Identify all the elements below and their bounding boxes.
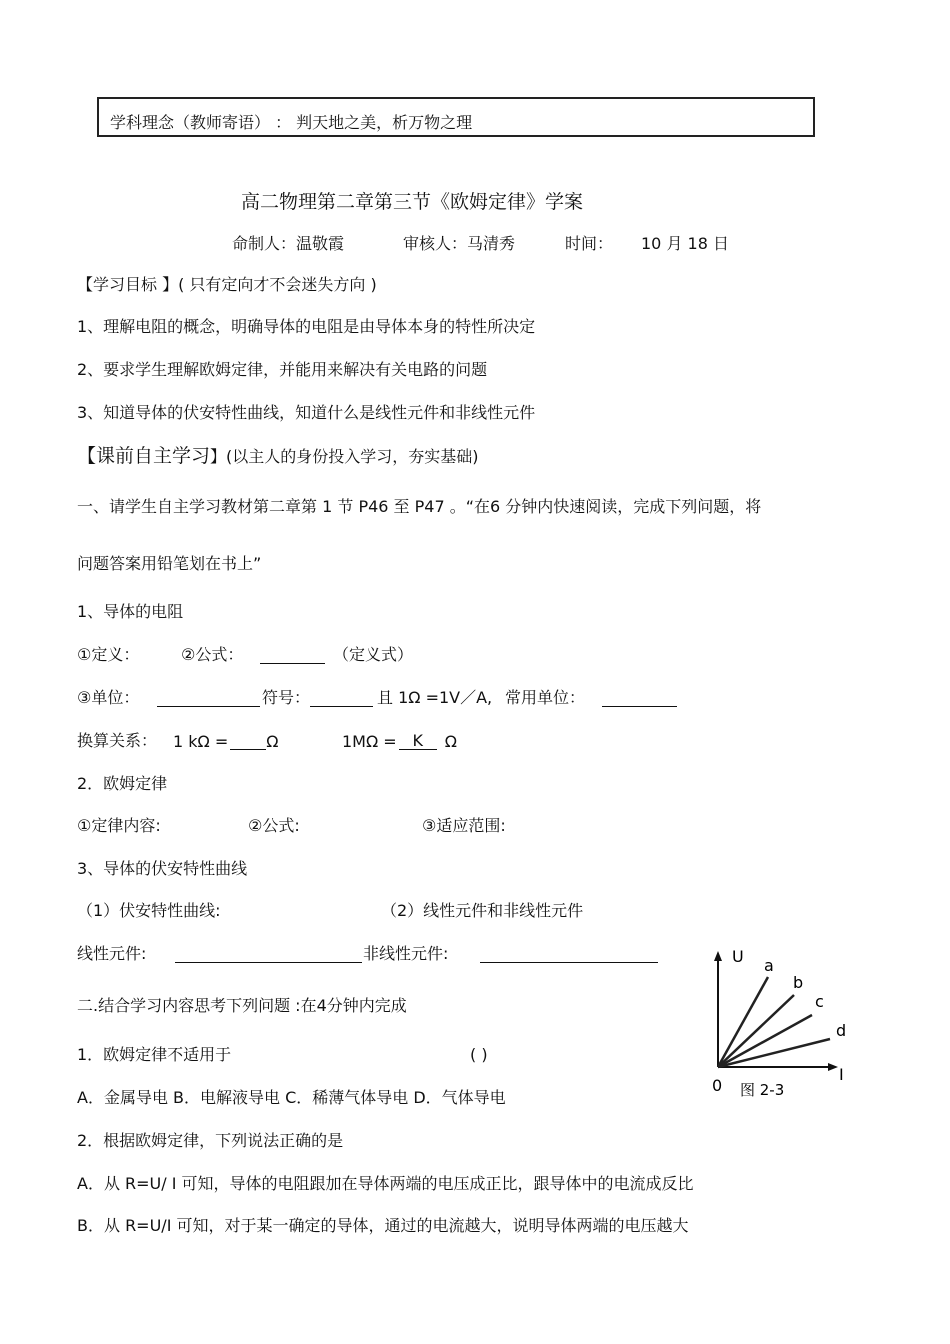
common-unit-label: 常用单位： bbox=[505, 688, 586, 707]
motto-text: 学科理念（教师寄语） ： 判天地之美，析万物之理 bbox=[110, 113, 473, 132]
goal-item: 3、知道导体的伏安特性曲线，知道什么是线性元件和非线性元件 bbox=[77, 403, 536, 422]
i-axis-arrow-icon bbox=[828, 1063, 838, 1071]
question-1: 1．欧姆定律不适用于 bbox=[77, 1045, 232, 1064]
line-d bbox=[718, 1039, 830, 1067]
question-2-option-a: A．从 R=U/ I 可知，导体的电阻跟加在导体两端的电压成正比，跟导体中的电流成反比 bbox=[77, 1174, 694, 1193]
conversion-m bbox=[342, 733, 457, 750]
date: 10 月 18 日 bbox=[641, 234, 729, 253]
linear-element-blank[interactable] bbox=[175, 946, 362, 963]
law-content-label: ①定律内容: bbox=[77, 816, 161, 835]
common-unit-blank[interactable] bbox=[602, 690, 677, 707]
self-study-heading-note: 】(以主人的身份投入学习，夯实基础) bbox=[210, 447, 479, 466]
formula-label: ②公式： bbox=[181, 645, 244, 664]
goal-item: 2、要求学生理解欧姆定律，并能用来解决有关电路的问题 bbox=[77, 360, 488, 379]
u-axis-arrow-icon bbox=[714, 951, 722, 961]
section-resistance-title: 1、导体的电阻 bbox=[77, 602, 184, 621]
part2-heading: 二.结合学习内容思考下列问题 :在4分钟内完成 bbox=[77, 996, 407, 1015]
unit-blank[interactable] bbox=[157, 690, 260, 707]
nonlinear-element-blank[interactable] bbox=[480, 946, 658, 963]
line-d-label: d bbox=[836, 1021, 847, 1040]
linear-types-label: （2）线性元件和非线性元件 bbox=[381, 901, 584, 920]
conversion-m-unit: Ω bbox=[444, 732, 457, 751]
self-study-heading bbox=[77, 447, 479, 466]
goal-item: 1、理解电阻的概念，明确导体的电阻是由导体本身的特性所决定 bbox=[77, 317, 536, 336]
unit-label: ③单位： bbox=[77, 688, 140, 707]
conversion-k-blank[interactable] bbox=[230, 733, 266, 750]
reviewer: 审核人：马清秀 bbox=[403, 234, 516, 253]
unit-relation: 且 1Ω =1V／A, bbox=[377, 688, 493, 707]
line-a-label: a bbox=[764, 956, 774, 975]
formula-blank[interactable] bbox=[260, 647, 325, 664]
line-b-label: b bbox=[793, 973, 804, 992]
law-formula-label: ②公式: bbox=[248, 816, 300, 835]
page-title: 高二物理第二章第三节《欧姆定律》学案 bbox=[241, 191, 584, 213]
part1-instruction: 一、请学生自主学习教材第二章第 1 节 P46 至 P47 。“在6 分钟内快速阅读，完成下列问题，将 bbox=[77, 497, 762, 516]
conversion-m-answer: K bbox=[399, 733, 437, 750]
section-ohm-title: 2．欧姆定律 bbox=[77, 774, 168, 793]
definition-label: ①定义： bbox=[77, 645, 140, 664]
author: 命制人：温敬霞 bbox=[232, 234, 345, 253]
nonlinear-element-label: 非线性元件: bbox=[363, 944, 449, 963]
question-1-answer-paren: ( ) bbox=[470, 1045, 488, 1064]
section-iv-curve-title: 3、导体的伏安特性曲线 bbox=[77, 859, 248, 878]
question-2-option-b: B．从 R=U/I 可知，对于某一确定的导体，通过的电流越大，说明导体两端的电压越大 bbox=[77, 1216, 689, 1235]
iv-figure bbox=[700, 945, 860, 1105]
question-1-options: A．金属导电 B．电解液导电 C．稀薄气体导电 D．气体导电 bbox=[77, 1088, 506, 1107]
law-scope-label: ③适应范围: bbox=[422, 816, 506, 835]
figure-caption: 图 2-3 bbox=[740, 1081, 785, 1099]
conversion-k bbox=[173, 733, 278, 750]
conversion-label: 换算关系： bbox=[77, 731, 158, 750]
part1-instruction-cont: 问题答案用铅笔划在书上” bbox=[77, 554, 262, 573]
symbol-label: 符号： bbox=[262, 688, 311, 707]
u-axis-label: U bbox=[732, 947, 744, 966]
question-2: 2．根据欧姆定律，下列说法正确的是 bbox=[77, 1131, 344, 1150]
iv-curve-label: （1）伏安特性曲线: bbox=[77, 901, 221, 920]
formula-note: （定义式） bbox=[333, 645, 414, 664]
conversion-m-prefix: 1MΩ = bbox=[342, 732, 397, 751]
symbol-blank[interactable] bbox=[310, 690, 373, 707]
conversion-k-prefix: 1 kΩ = bbox=[173, 732, 229, 751]
i-axis-label: I bbox=[839, 1065, 844, 1084]
goals-heading: 【学习目标 】( 只有定向才不会迷失方向 ) bbox=[77, 275, 377, 294]
origin-label: 0 bbox=[712, 1076, 723, 1095]
conversion-k-unit: Ω bbox=[266, 732, 279, 751]
linear-element-label: 线性元件: bbox=[77, 944, 147, 963]
self-study-heading-main: 【课前自主学习 bbox=[77, 445, 211, 467]
line-c-label: c bbox=[815, 992, 824, 1011]
time-label: 时间： bbox=[565, 234, 614, 253]
motto-box bbox=[97, 97, 815, 137]
